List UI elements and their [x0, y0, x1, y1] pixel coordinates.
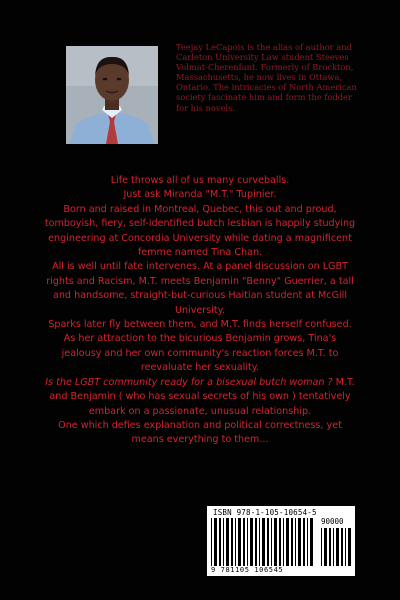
barcode-bar — [223, 518, 224, 566]
barcode-bar — [333, 528, 334, 566]
blurb-question: Is the LGBT community ready for a bisexual butch woman ? — [45, 376, 333, 388]
barcode-bar — [348, 528, 351, 566]
barcode-bar — [307, 518, 308, 566]
blurb-paragraph: Life throws all of us many curveballs. — [110, 175, 290, 186]
barcode-bar — [329, 528, 331, 566]
barcode-bar — [243, 518, 245, 566]
barcode-bar — [286, 518, 289, 566]
author-bio: Teejay LeCapois is the alias of author and Carleton University Law student Steeves Volmat-Cherenfant. Formerly of Brockton, Massachusetts, he now lives in Ottawa, Ontario. The intricacies of North American society fascinate him and form the fodder for his novels. — [176, 42, 357, 113]
barcode-bar — [247, 518, 248, 566]
price-barcode-bars — [321, 528, 351, 566]
book-blurb — [44, 174, 356, 448]
barcode-bar — [283, 518, 284, 566]
barcode-bar — [298, 518, 301, 566]
isbn-barcode — [207, 506, 355, 576]
barcode-bar — [271, 518, 272, 566]
barcode-bar — [279, 518, 281, 566]
barcode-bar — [255, 518, 257, 566]
blurb-paragraph: Sparks later fly between them, and M.T. finds herself confused. As her attraction to the bicurious Benjamin grows, Tina's jealousy and her own community's reaction forces M.T. to reevaluate her sexuality. — [48, 319, 352, 374]
barcode-bar — [310, 518, 313, 566]
barcode-bar — [267, 518, 269, 566]
barcode-bar — [214, 518, 217, 566]
barcode-bar — [250, 518, 253, 566]
barcode-bar — [238, 518, 241, 566]
barcode-bar — [341, 528, 343, 566]
barcode-bar — [336, 528, 339, 566]
barcode-bar — [259, 518, 260, 566]
barcode-bar — [324, 528, 327, 566]
author-portrait-image — [66, 46, 158, 144]
author-photo — [66, 46, 158, 144]
barcode-bar — [231, 518, 233, 566]
barcode-bar — [274, 518, 277, 566]
isbn-label: ISBN 978-1-105-10654-5 — [213, 508, 317, 517]
barcode-bar — [321, 528, 322, 566]
blurb-paragraph: One which defies explanation and political correctness, yet means everything to them... — [58, 419, 342, 446]
blurb-text: M.T. and Benjamin ( who has sexual secrets of his own ) tentatively embark on a passionate, unusual relationship. — [49, 376, 355, 417]
barcode-bar — [345, 528, 346, 566]
barcode-bar — [295, 518, 296, 566]
blurb-paragraph: All is well until fate intervenes. At a panel discussion on LGBT rights and Racism, M.T. meets Benjamin "Benny" Guerrier, a tall and handsome, straight-but-curious Haitian student at McGill University. — [46, 261, 354, 316]
blurb-paragraph: Just ask Miranda "M.T." Tupinier. — [123, 189, 277, 201]
blurb-paragraph: Born and raised in Montreal, Quebec, this out and proud, tomboyish, fiery, self-identified butch lesbian is happily studying engineering at Concordia University while dating a magnificent femme named Tina Chan. — [44, 203, 356, 259]
barcode-bar — [303, 518, 305, 566]
barcode-bar — [226, 518, 229, 566]
barcode-bar — [219, 518, 221, 566]
barcode-digits: 9 781105 106545 — [211, 566, 284, 574]
blurb-paragraph — [44, 376, 356, 419]
price-code: 90000 — [321, 517, 344, 526]
barcode-bar — [235, 518, 236, 566]
barcode-bar — [291, 518, 293, 566]
barcode-bar — [262, 518, 265, 566]
barcode-bar — [211, 518, 212, 566]
barcode-bars — [211, 518, 317, 566]
